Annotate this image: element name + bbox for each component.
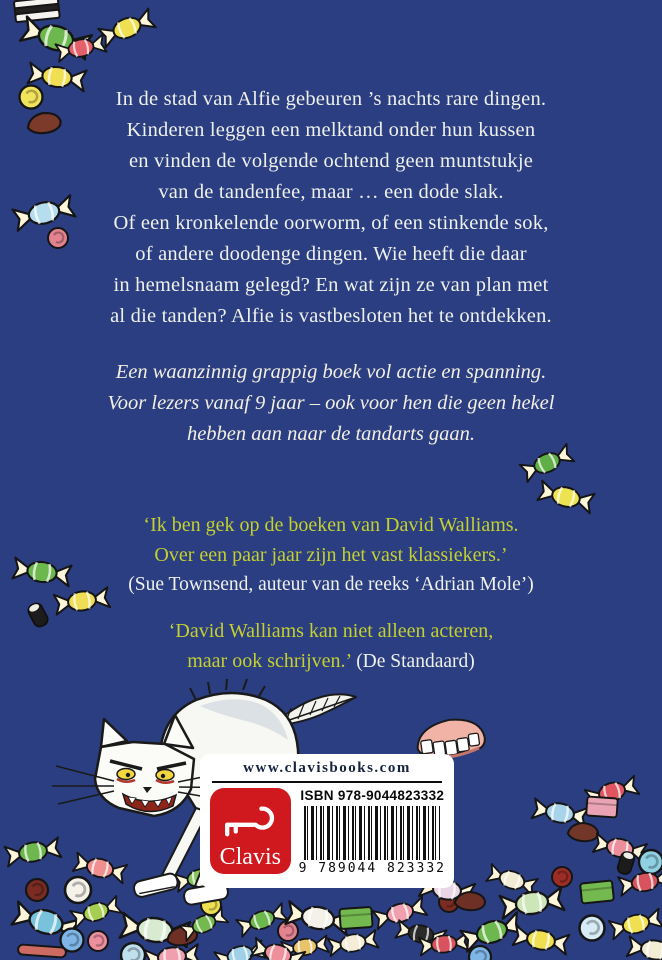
barcode-digits: 9 789044 823332 <box>298 861 446 876</box>
blurb-line: van de tandenfee, maar … een dode slak. <box>158 181 504 203</box>
barcode <box>304 806 440 860</box>
tagline <box>0 357 662 450</box>
press-quote-sue-townsend <box>0 510 662 600</box>
blurb-line: In de stad van Alfie gebeuren ’s nachts rare dingen. <box>115 88 547 110</box>
publisher-name: Clavis <box>219 844 281 870</box>
isbn-row <box>200 783 454 876</box>
quote-attribution: (De Standaard) <box>356 651 475 672</box>
blurb-line: en vinden de volgende ochtend geen muntstukje <box>128 150 534 172</box>
blurb-line: of andere doodenge dingen. Wie heeft die daar <box>135 243 527 265</box>
tagline-line: hebben aan naar de tandarts gaan. <box>186 423 476 445</box>
blurb <box>0 84 662 332</box>
tagline-line: Voor lezers vanaf 9 jaar – ook voor hen die geen hekel <box>107 392 555 414</box>
blurb-line: Kinderen leggen een melktand onder hun kussen <box>126 119 536 141</box>
key-icon <box>219 802 281 840</box>
quote-line: ‘Ik ben gek op de boeken van David Walliams. <box>143 514 519 536</box>
publisher-website: www.clavisbooks.com <box>243 760 411 776</box>
blurb-line: in hemelsnaam gelegd? En wat zijn ze van plan met <box>113 274 549 296</box>
candy-cluster-right-lower <box>532 776 662 874</box>
isbn-panel <box>200 754 454 888</box>
candy-cluster-right-middle <box>520 444 595 513</box>
quote-line: ‘David Walliams kan niet alleen acteren, <box>168 620 494 642</box>
tagline-line: Een waanzinnig grappig boek vol actie en spanning. <box>115 361 547 383</box>
blurb-line: Of een kronkelende oorworm, of een stinkende sok, <box>113 212 549 234</box>
barcode-column <box>299 788 446 876</box>
isbn-number: ISBN 978-9044823332 <box>300 788 445 803</box>
press-quote-de-standaard <box>0 616 662 678</box>
quote-fragment: maar ook schrijven.’ <box>187 650 353 672</box>
blurb-line: al die tanden? Alfie is vastbesloten het te ontdekken. <box>110 305 552 327</box>
quote-line: Over een paar jaar zijn het vast klassiekers.’ <box>154 544 508 566</box>
clavis-logo <box>210 788 291 874</box>
quote-attribution: (Sue Townsend, auteur van de reeks ‘Adrian Mole’) <box>128 574 534 595</box>
quote-line <box>0 646 662 678</box>
